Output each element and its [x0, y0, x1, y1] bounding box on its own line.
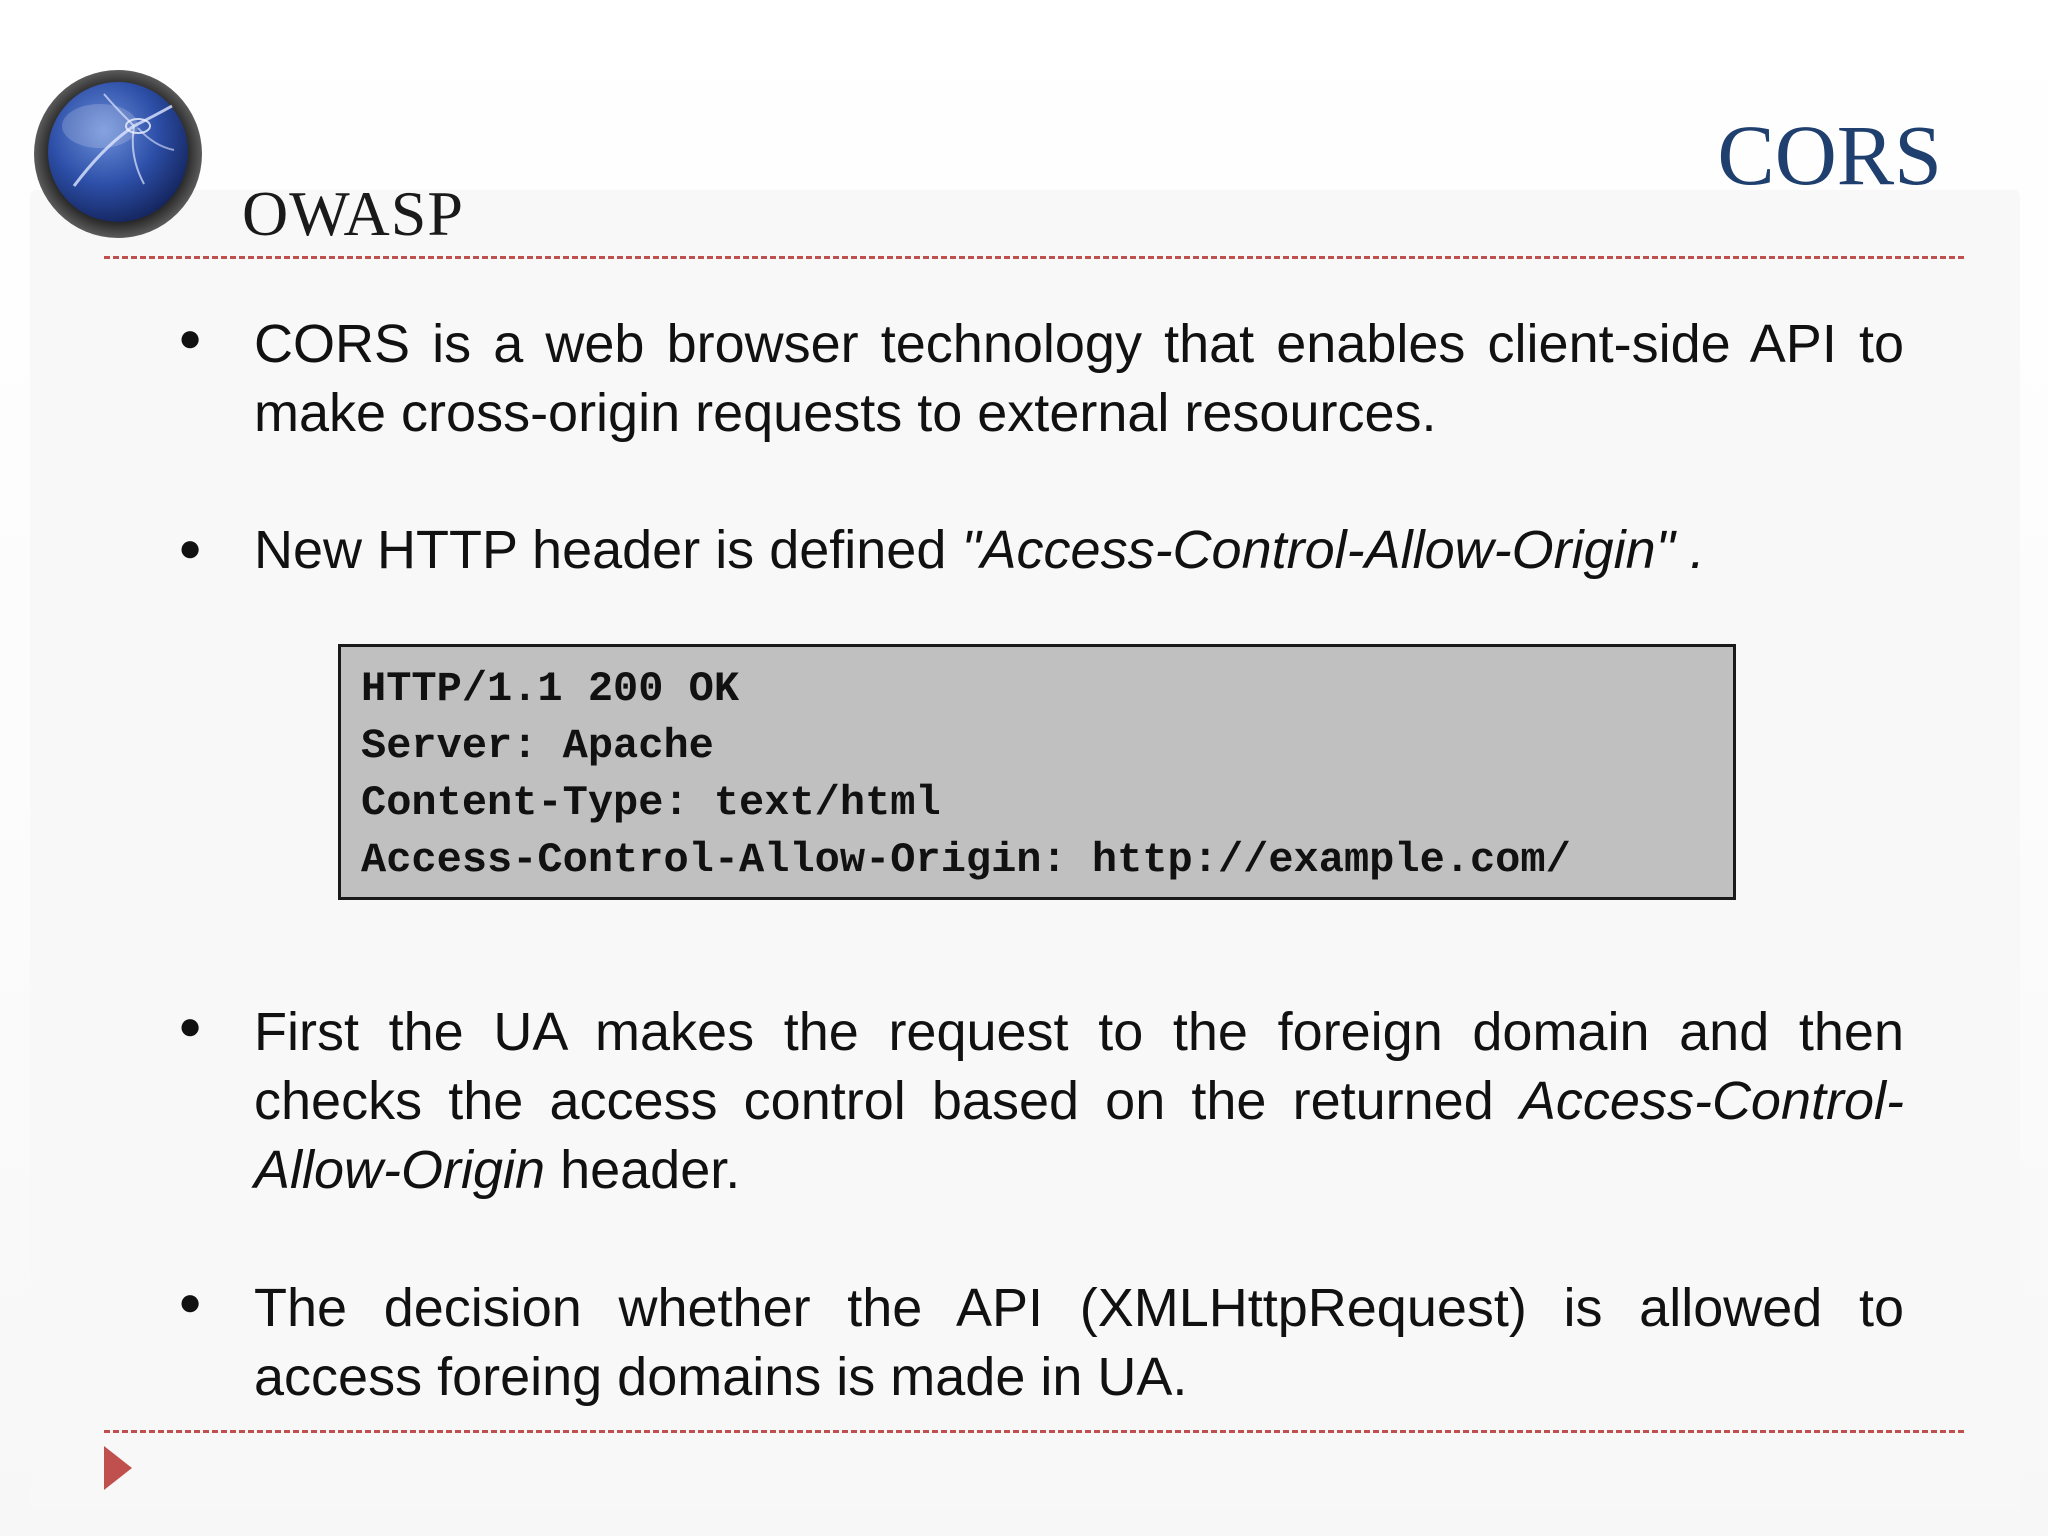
bullet-icon: ● [178, 1280, 203, 1324]
bullet-icon: ● [178, 316, 203, 360]
bullet-text-1: CORS is a web browser technology that enables client-side API to make cross-origin requests to external resources. [254, 314, 1904, 443]
owasp-globe-icon [34, 66, 234, 246]
bullet-text-3-prefix: First the UA makes the request to the foreign domain and then checks the access control based on the returned [254, 1002, 1904, 1131]
code-line: Server: Apache [361, 722, 714, 770]
bullet-text-3 [254, 998, 1904, 1205]
next-slide-arrow-icon[interactable] [104, 1446, 132, 1490]
code-line: Access-Control-Allow-Origin: http://example.com/ [361, 836, 1571, 884]
logo-text: OWASP [242, 178, 464, 249]
bullet-text-4: The decision whether the API (XMLHttpRequest) is allowed to access foreing domains is made in UA. [254, 1278, 1904, 1407]
code-line: HTTP/1.1 200 OK [361, 665, 740, 713]
code-line: Content-Type: text/html [361, 779, 941, 827]
slide-title: CORS [1717, 107, 1942, 203]
owasp-logo [34, 66, 464, 249]
bullet-icon: ● [178, 1004, 203, 1048]
bullet-text-2-italic: "Access-Control-Allow-Origin" . [961, 520, 1705, 580]
bullet-icon: ● [178, 526, 203, 570]
bullet-text-3-italic: Access-Control-Allow-Origin [254, 1071, 1904, 1200]
http-response-code-block [338, 644, 1736, 900]
bullet-text-2-prefix: New HTTP header is defined [254, 520, 962, 580]
bullet-text-3-suffix: header. [545, 1140, 741, 1200]
top-divider [104, 256, 1964, 259]
bottom-divider [104, 1430, 1964, 1433]
bullet-text-2 [254, 516, 1904, 585]
